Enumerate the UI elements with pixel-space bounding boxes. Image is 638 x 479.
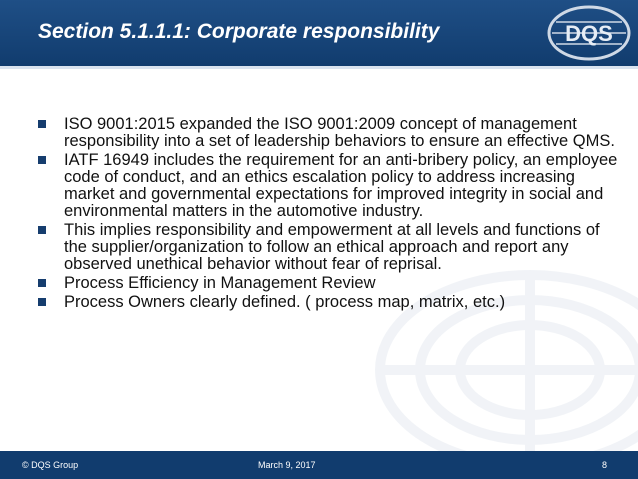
bullet-square-icon [38, 156, 46, 164]
bullet-text: IATF 16949 includes the requirement for an anti-bribery policy, an employee code of conduct, and an ethics escalation policy to address increasing market and governmental expectations for improved integrity in social and environmental matters in the automotive industry. [64, 151, 618, 220]
bullet-text: Process Owners clearly defined. ( process map, matrix, etc.) [64, 293, 506, 311]
page-number: 8 [602, 460, 608, 470]
bullet-item [38, 152, 618, 220]
footer-date: March 9, 2017 [258, 460, 316, 470]
bullet-text: This implies responsibility and empowerment at all levels and functions of the supplier/organization to follow an ethical approach and report any observed unethical behavior without fear of reprisal. [64, 221, 600, 273]
svg-text:DQS: DQS [565, 21, 613, 46]
bullet-text: ISO 9001:2015 expanded the ISO 9001:2009 concept of management responsibility into a set of leadership behaviors to ensure an effective QMS. [64, 115, 615, 150]
title-bar [0, 0, 638, 66]
bullet-square-icon [38, 279, 46, 287]
bullet-square-icon [38, 120, 46, 128]
slide-title: Section 5.1.1.1: Corporate responsibility [38, 20, 440, 43]
bullet-square-icon [38, 298, 46, 306]
bullet-item [38, 275, 618, 292]
header-divider [0, 66, 638, 69]
bullet-list [38, 116, 618, 313]
footer-copyright: © DQS Group [22, 460, 79, 470]
bullet-item [38, 294, 618, 311]
bullet-square-icon [38, 226, 46, 234]
dqs-logo [546, 4, 632, 62]
bullet-text: Process Efficiency in Management Review [64, 274, 376, 292]
bullet-item [38, 222, 618, 273]
bullet-item [38, 116, 618, 150]
footer-bar [0, 451, 638, 479]
